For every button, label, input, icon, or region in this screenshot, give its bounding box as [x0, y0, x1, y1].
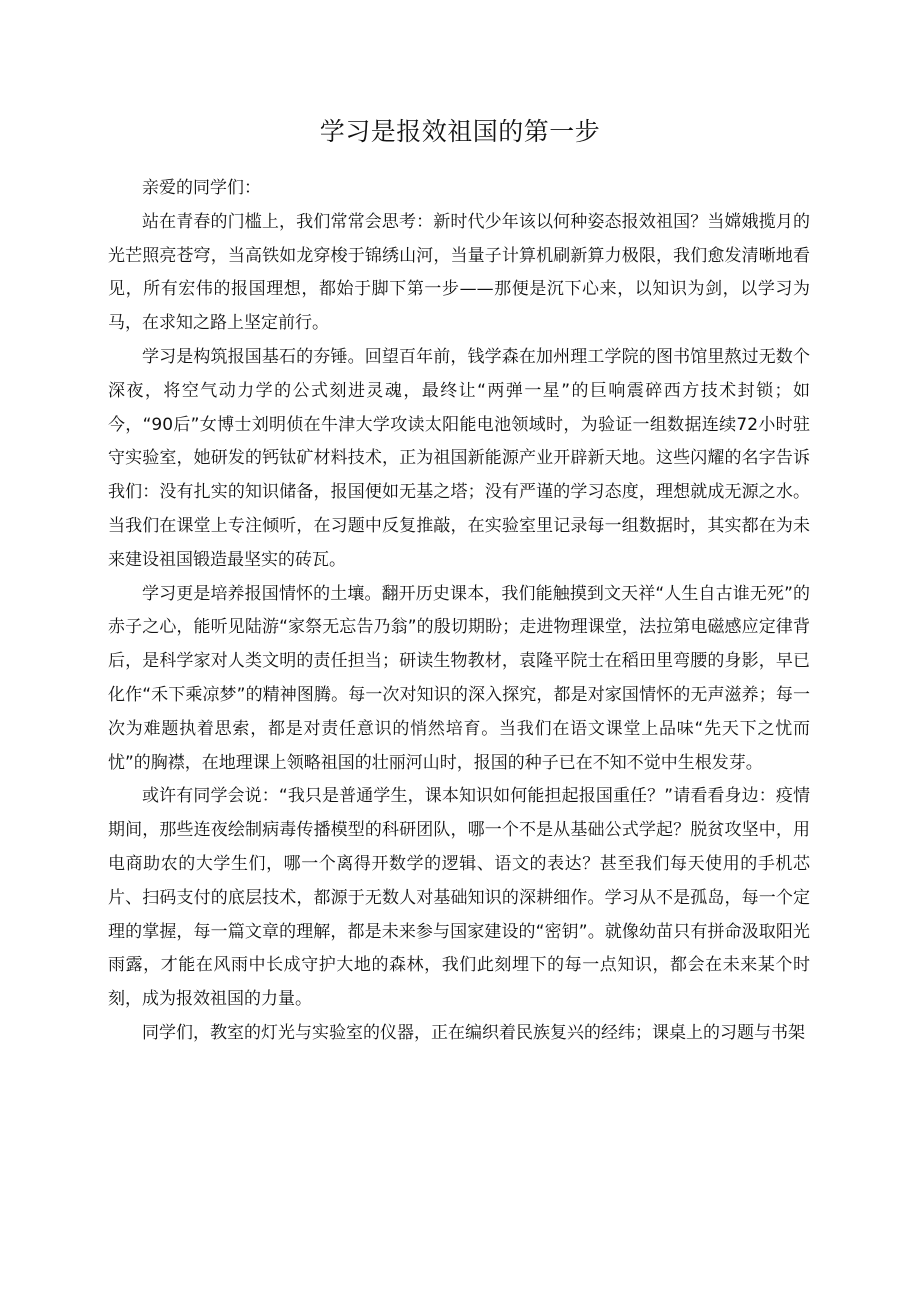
paragraph: 同学们，教室的灯光与实验室的仪器，正在编织着民族复兴的经纬；课桌上的习题与书架: [142, 1022, 805, 1043]
paragraph: 学习是构筑报国基石的夯锤。回望百年前，钱学森在加州理工学院的图书馆里熬过无数个深夜，将空气动力学的公式刻进灵魂，最终让“两弹一星”的巨响震碎西方技术封锁；如今，“90后”女博士刘明侦在牛津大学攻读太阳能电池领域时，为验证一组数据连续72小时驻守实验室，她研发的钙钛矿材料技术，正为祖国新能源产业开辟新天地。这些闪耀的名字告诉我们：没有扎实的知识储备，报国便如无基之塔；没有严谨的学习态度，理想就成无源之水。当我们在课堂上专注倾听，在习题中反复推敲，在实验室里记录每一组数据时，其实都在为未来建设祖国锻造最坚实的砖瓦。: [108, 346, 810, 570]
document-body: [108, 172, 810, 1051]
paragraph: 学习更是培养报国情怀的土壤。翻开历史课本，我们能触摸到文天祥“人生自古谁无死”的赤子之心，能听见陆游“家祭无忘告乃翁”的殷切期盼；走进物理课堂，法拉第电磁感应定律背后，是科学家对人类文明的责任担当；研读生物教材，袁隆平院士在稻田里弯腰的身影，早已化作“禾下乘凉梦”的精神图腾。每一次对知识的深入探究，都是对家国情怀的无声滋养；每一次为难题执着思索，都是对责任意识的悄然培育。当我们在语文课堂上品味“先天下之忧而忧”的胸襟，在地理课上领略祖国的壮丽河山时，报国的种子已在不知不觉中生根发芽。: [108, 583, 810, 773]
greeting: 亲爱的同学们：: [142, 178, 261, 198]
paragraph: 或许有同学会说：“我只是普通学生，课本知识如何能担起报国重任？”请看看身边：疫情期间，那些连夜绘制病毒传播模型的科研团队，哪一个不是从基础公式学起？脱贫攻坚中，用电商助农的大学生们，哪一个离得开数学的逻辑、语文的表达？甚至我们每天使用的手机芯片、扫码支付的底层技术，都源于无数人对基础知识的深耕细作。学习从不是孤岛，每一个定理的掌握，每一篇文章的理解，都是未来参与国家建设的“密钥”。就像幼苗只有拼命汲取阳光雨露，才能在风雨中长成守护大地的森林，我们此刻埋下的每一点知识，都会在未来某个时刻，成为报效祖国的力量。: [108, 786, 810, 1010]
document-title: 学习是报效祖国的第一步: [319, 117, 601, 146]
paragraph: 站在青春的门槛上，我们常常会思考：新时代少年该以何种姿态报效祖国？当嫦娥揽月的光芒照亮苍穹，当高铁如龙穿梭于锦绣山河，当量子计算机刷新算力极限，我们愈发清晰地看见，所有宏伟的报国理想，都始于脚下第一步——那便是沉下心来，以知识为剑，以学习为马，在求知之路上坚定前行。: [108, 211, 810, 334]
